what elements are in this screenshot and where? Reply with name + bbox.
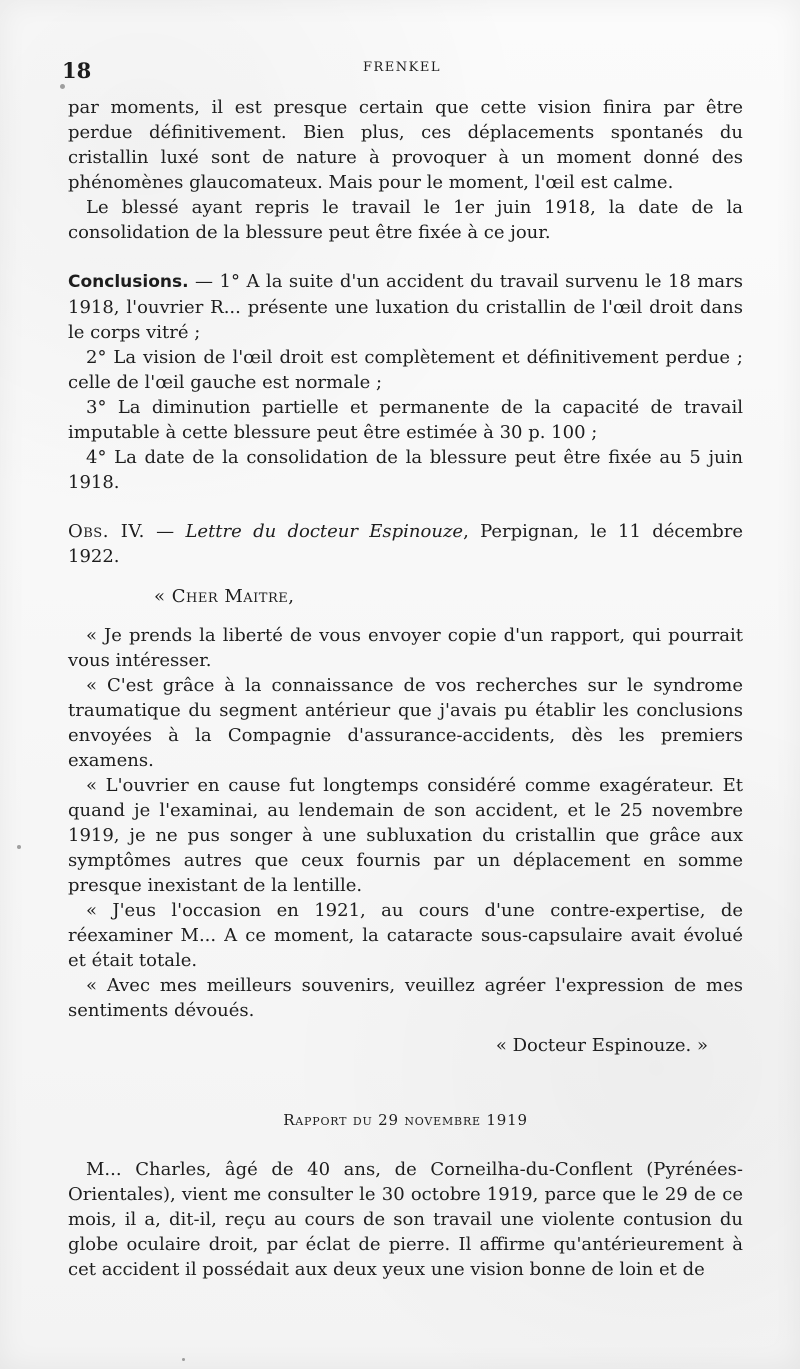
conclusions-item-1-text: — 1° A la suite d'un accident du travail survenu le 18 mars 1918, l'ouvrier R... présente une luxation du cristallin de l'œil droit dans le corps vitré ;	[68, 271, 743, 343]
rapport-title: Rapport du 29 novembre 1919	[283, 1111, 528, 1129]
conclusions-item-2: 2° La vision de l'œil droit est complètement et définitivement perdue ; celle de l'œil gauche est normale ;	[68, 347, 743, 393]
letter-salutation: « Cher Maitre,	[154, 586, 295, 607]
letter-paragraph: « Je prends la liberté de vous envoyer copie d'un rapport, qui pourrait vous intéresser.	[68, 625, 743, 671]
consolidation-paragraph: Le blessé ayant repris le travail le 1er juin 1918, la date de la consolidation de la blessure peut être fixée à ce jour.	[68, 197, 743, 243]
conclusions-item-3: 3° La diminution partielle et permanente de la capacité de travail imputable à cette blessure peut être estimée à 30 p. 100 ;	[68, 397, 743, 443]
letter-paragraph: « Avec mes meilleurs souvenirs, veuillez agréer l'expression de mes sentiments dévoués.	[68, 975, 743, 1021]
ink-speck	[17, 845, 21, 849]
conclusions-item-1	[68, 269, 743, 345]
observation-place-date: , Perpignan, le 11 décembre 1922.	[68, 521, 743, 567]
letter-title: Lettre du docteur Espinouze	[185, 521, 464, 542]
main-text	[68, 95, 743, 1282]
observation-label: Obs. IV.	[68, 521, 145, 542]
page-number: 18	[62, 58, 92, 83]
page-header	[62, 58, 742, 82]
letter-paragraph: « J'eus l'occasion en 1921, au cours d'une contre-expertise, de réexaminer M... A ce moment, la cataracte sous-capsulaire avait évolué et était totale.	[68, 900, 743, 971]
observation-dash: —	[144, 521, 186, 542]
letter-paragraph: « C'est grâce à la connaissance de vos recherches sur le syndrome traumatique du segment antérieur que j'avais pu établir les conclusions envoyées à la Compagnie d'assurance-accidents, dès les premiers examens.	[68, 675, 743, 771]
conclusions-item-4: 4° La date de la consolidation de la blessure peut être fixée au 5 juin 1918.	[68, 447, 743, 493]
conclusions-heading: Conclusions.	[68, 272, 189, 292]
letter-signature: « Docteur Espinouze. »	[495, 1035, 708, 1056]
letter-paragraph: « L'ouvrier en cause fut longtemps considéré comme exagérateur. Et quand je l'examinai, au lendemain de son accident, et le 25 novembre 1919, je ne pus songer à une subluxation du cristallin que grâce aux symptômes autres que ceux fournis par un déplacement en somme presque inexistant de la lentille.	[68, 775, 743, 896]
ink-speck	[182, 1358, 185, 1361]
running-head: FRENKEL	[362, 60, 441, 75]
rapport-paragraph: M... Charles, âgé de 40 ans, de Corneilha-du-Conflent (Pyrénées-Orientales), vient me consulter le 30 octobre 1919, parce que le 29 de ce mois, il a, dit-il, reçu au cours de son travail une violente contusion du globe oculaire droit, par éclat de pierre. Il affirme qu'antérieurement à cet accident il possédait aux deux yeux une vision bonne de loin et de	[68, 1159, 743, 1280]
ink-speck	[60, 84, 65, 89]
observation-heading	[68, 519, 743, 569]
continuation-paragraph: par moments, il est presque certain que cette vision finira par être perdue définitivement. Bien plus, ces déplacements spontanés du cristallin luxé sont de nature à provoquer à un moment donné des phénomènes glaucomateux. Mais pour le moment, l'œil est calme.	[68, 97, 743, 193]
